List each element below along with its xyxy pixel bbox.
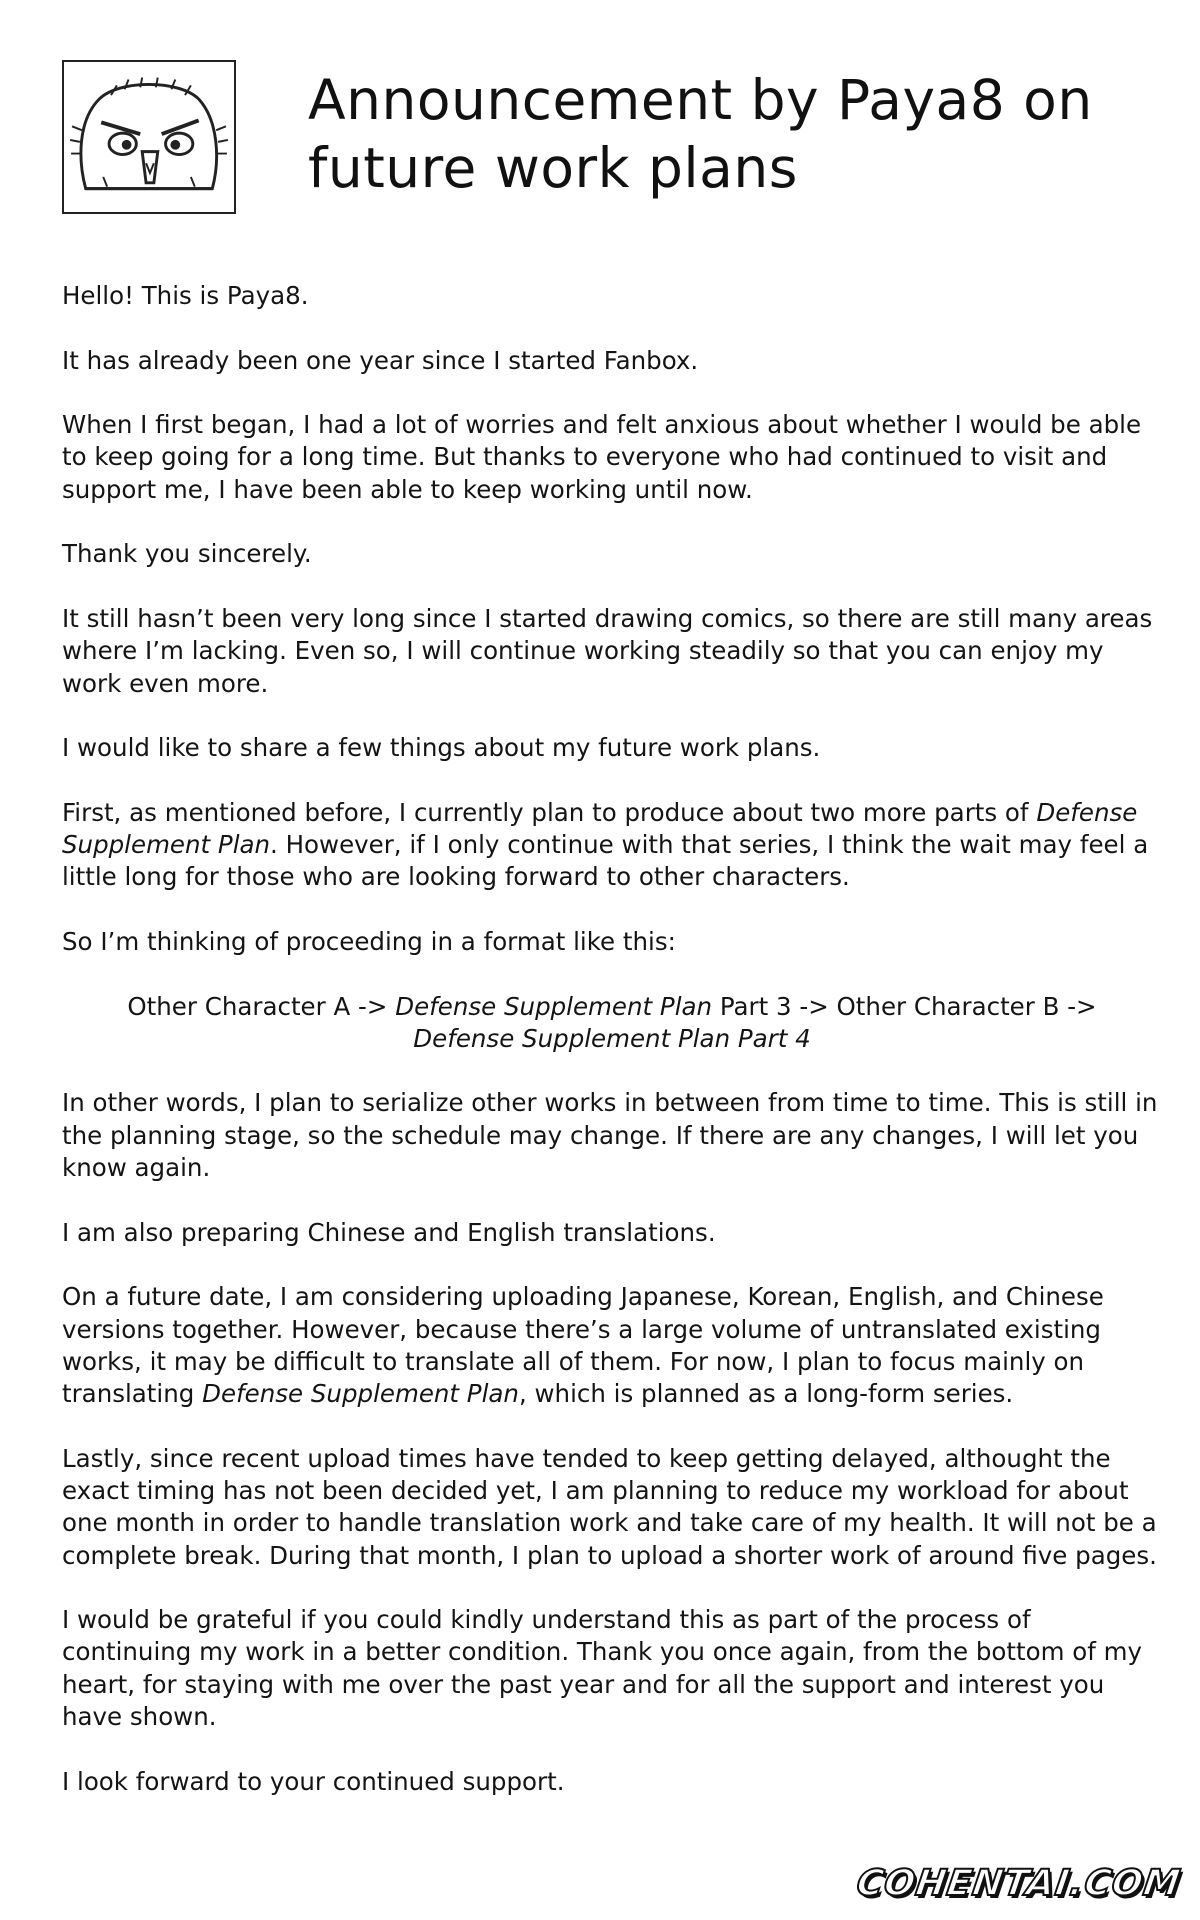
paragraph-anniversary: It has already been one year since I started Fanbox. <box>62 345 699 375</box>
series-title-part-4: Defense Supplement Plan Part 4 <box>413 1023 811 1053</box>
avatar <box>62 60 236 214</box>
paragraph-greeting: Hello! This is Paya8. <box>62 281 309 310</box>
paragraph-closing: I look forward to your continued support. <box>62 1766 565 1796</box>
title-line-2: future work plans <box>308 136 798 200</box>
paragraph-plans-intro: I would like to share a few things about my future work plans. <box>62 733 821 763</box>
series-title: Defense Supplement Plan <box>395 991 713 1021</box>
title-line-1: Announcement by Paya8 on <box>308 68 1093 132</box>
paragraph-series-plan <box>62 797 1162 894</box>
text-segment: First, as mentioned before, I currently plan to produce about two more parts of <box>62 797 1037 827</box>
paragraph-format-intro: So I’m thinking of proceeding in a format like this: <box>62 926 676 956</box>
paragraph-lacking: It still hasn’t been very long since I started drawing comics, so there are still many areas where I’m lacking. Even so, I will continue working steadily so that you can enjoy my work even more. <box>62 603 1153 698</box>
paragraph-gratitude: I would be grateful if you could kindly understand this as part of the process of continuing my work in a better condition. Thank you once again, from the bottom of my heart, for staying with me over the past year and for all the support and interest you have shown. <box>62 1605 1143 1732</box>
text-segment: , which is planned as a long-form series. <box>518 1379 1014 1409</box>
announcement-body <box>62 280 1162 1830</box>
text-segment: Part 3 -> Other Character B -> <box>712 991 1097 1021</box>
text-segment: On a future date, I am considering uploading Japanese, Korean, English, and Chinese versions together. However, because there’s a large volume of untranslated existing works, it may be difficult to translate all of them. For now, I plan to focus mainly on translating <box>62 1282 1104 1409</box>
paragraph-translations: I am also preparing Chinese and English translations. <box>62 1217 716 1247</box>
page-title <box>308 66 1168 202</box>
paragraph-languages <box>62 1281 1162 1410</box>
text-segment: Other Character A -> <box>127 991 396 1021</box>
paragraph-worries: When I first began, I had a lot of worries and felt anxious about whether I would be able to keep going for a long time. But thanks to everyone who had continued to visit and support me, I have been able to keep working until now. <box>62 410 1142 504</box>
series-title: Defense Supplement Plan <box>62 797 1138 860</box>
series-title: Defense Supplement Plan <box>202 1379 519 1409</box>
paragraph-serialize: In other words, I plan to serialize other works in between from time to time. This is still in the planning stage, so the schedule may change. If there are any changes, I will let you know again. <box>62 1088 1158 1183</box>
paragraph-schedule-format <box>62 991 1162 1056</box>
paragraph-thanks: Thank you sincerely. <box>62 539 312 569</box>
text-segment: . However, if I only continue with that series, I think the wait may feel a little long for those who are looking forward to other characters. <box>62 830 1149 892</box>
paragraph-workload: Lastly, since recent upload times have tended to keep getting delayed, althought the exact timing has not been decided yet, I am planning to reduce my workload for about one month in order to handle translation work and take care of my health. It will not be a complete break. During that month, I plan to upload a shorter work of around five pages. <box>62 1443 1157 1570</box>
site-watermark: COHENTAI.COM <box>853 1863 1183 1904</box>
owl-face-icon <box>64 62 234 212</box>
